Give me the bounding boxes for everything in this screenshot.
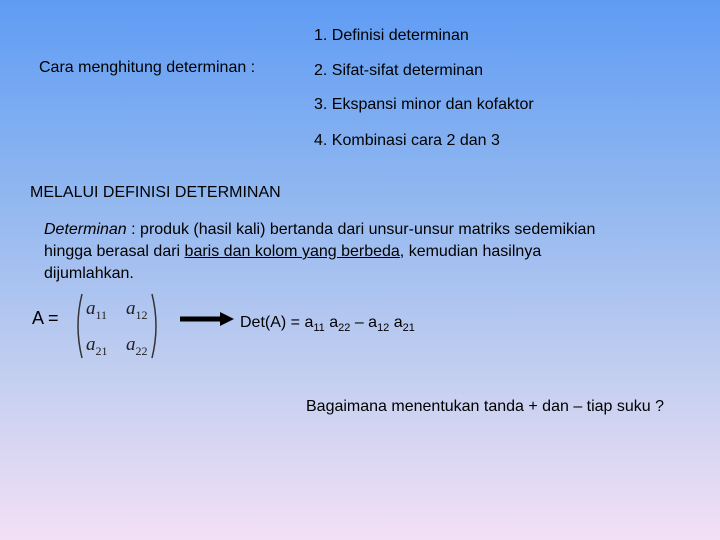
matrix-cell-a21: $a_{21}$ (86, 334, 108, 358)
definition-text-end: , kemudian hasilnya dijumlahkan. (44, 243, 542, 282)
matrix-2x2 (72, 290, 162, 362)
matrix-cell-a12: $a_{12}$ (126, 298, 148, 322)
section-title: MELALUI DEFINISI DETERMINAN (30, 184, 281, 201)
method-item-4: 4. Kombinasi cara 2 dan 3 (314, 132, 500, 149)
method-item-1: 1. Definisi determinan (314, 27, 469, 44)
definition-underlined-text: baris dan kolom yang berbeda (184, 243, 400, 260)
matrix-cell-a11: $a_{11}$ (86, 298, 108, 322)
matrix-label: A = (32, 308, 59, 328)
method-item-2: 2. Sifat-sifat determinan (314, 62, 483, 79)
definition-text: : produk (hasil kali) bertanda dari unsur-unsur matriks sedemikian hingga berasal dari (44, 221, 596, 260)
matrix-cell-a22: $a_{22}$ (126, 334, 148, 358)
arrow-right-icon (180, 312, 234, 326)
definition-term: Determinan (44, 221, 127, 238)
definition-paragraph (44, 219, 604, 285)
methods-label: Cara menghitung determinan : (39, 59, 256, 76)
left-paren (78, 294, 82, 358)
question-text: Bagaimana menentukan tanda + dan – tiap suku ? (306, 398, 665, 415)
determinant-formula: $Det(A) = a_{11}$ $a_{22} - a_{12}$ $a_{21}$ (240, 314, 415, 335)
method-item-3: 3. Ekspansi minor dan kofaktor (314, 96, 534, 113)
right-paren (152, 294, 156, 358)
